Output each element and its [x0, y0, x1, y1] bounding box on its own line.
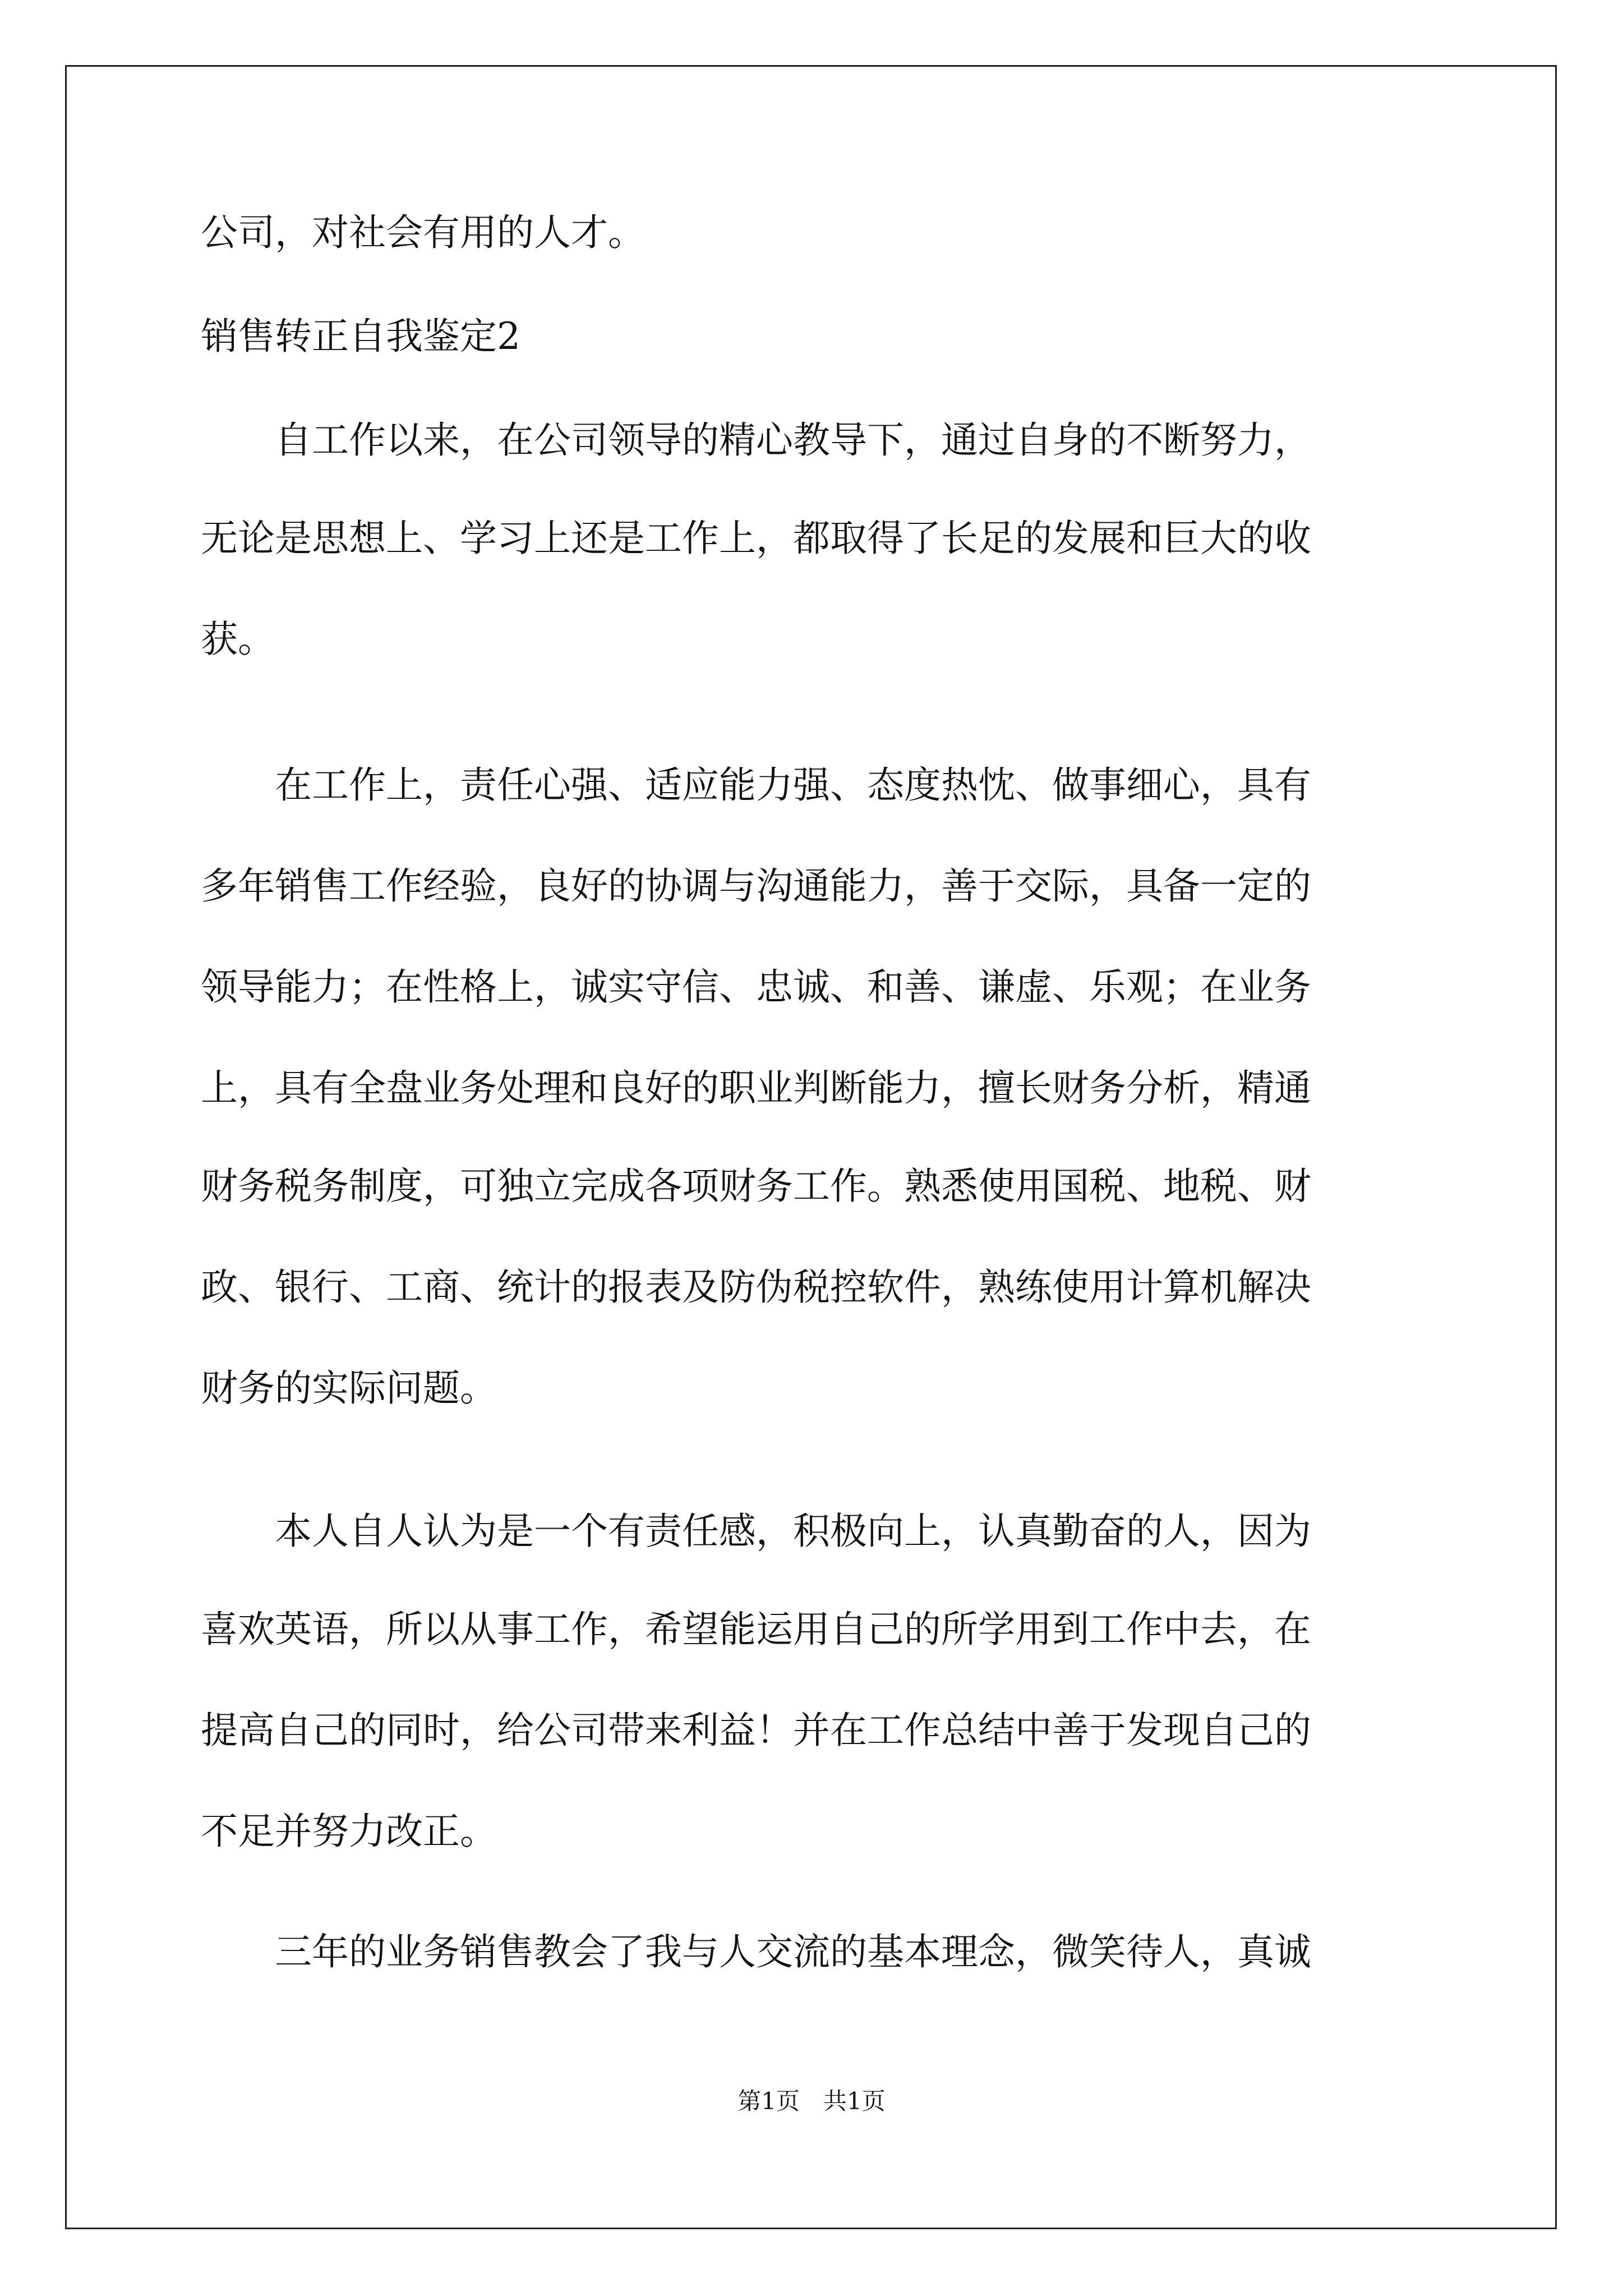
text-line: 不足并努力改正。: [201, 1810, 497, 1853]
text-line: 本人自人认为是一个有责任感，积极向上，认真勤奋的人，因为: [201, 1510, 1311, 1553]
text-line: 多年销售工作经验，良好的协调与沟通能力，善于交际，具备一定的: [201, 864, 1311, 908]
text-line: 自工作以来，在公司领导的精心教导下，通过自身的不断努力，: [201, 418, 1311, 462]
text-line: 财务税务制度，可独立完成各项财务工作。熟悉使用国税、地税、财: [201, 1165, 1311, 1208]
text-line: 喜欢英语，所以从事工作，希望能运用自己的所学用到工作中去，在: [201, 1608, 1311, 1651]
text-line: 获。: [201, 618, 275, 661]
text-line: 财务的实际问题。: [201, 1366, 497, 1410]
text-line: 公司，对社会有用的人才。: [201, 211, 645, 254]
page-border: [65, 65, 1557, 2229]
text-line: 在工作上，责任心强、适应能力强、态度热忱、做事细心，具有: [201, 763, 1311, 807]
text-line: 无论是思想上、学习上还是工作上，都取得了长足的发展和巨大的收: [201, 517, 1311, 560]
text-line: 政、银行、工商、统计的报表及防伪税控软件，熟练使用计算机解决: [201, 1266, 1311, 1309]
text-line: 上，具有全盘业务处理和良好的职业判断能力，擅长财务分析，精通: [201, 1066, 1311, 1110]
page-number: 第1页 共1页: [737, 2087, 886, 2115]
text-line: 领导能力；在性格上，诚实守信、忠诚、和善、谦虚、乐观；在业务: [201, 965, 1311, 1009]
section-title: 销售转正自我鉴定2: [201, 315, 520, 358]
text-line: 提高自己的同时，给公司带来利益！并在工作总结中善于发现自己的: [201, 1709, 1311, 1752]
text-line: 三年的业务销售教会了我与人交流的基本理念，微笑待人，真诚: [201, 1930, 1311, 1973]
